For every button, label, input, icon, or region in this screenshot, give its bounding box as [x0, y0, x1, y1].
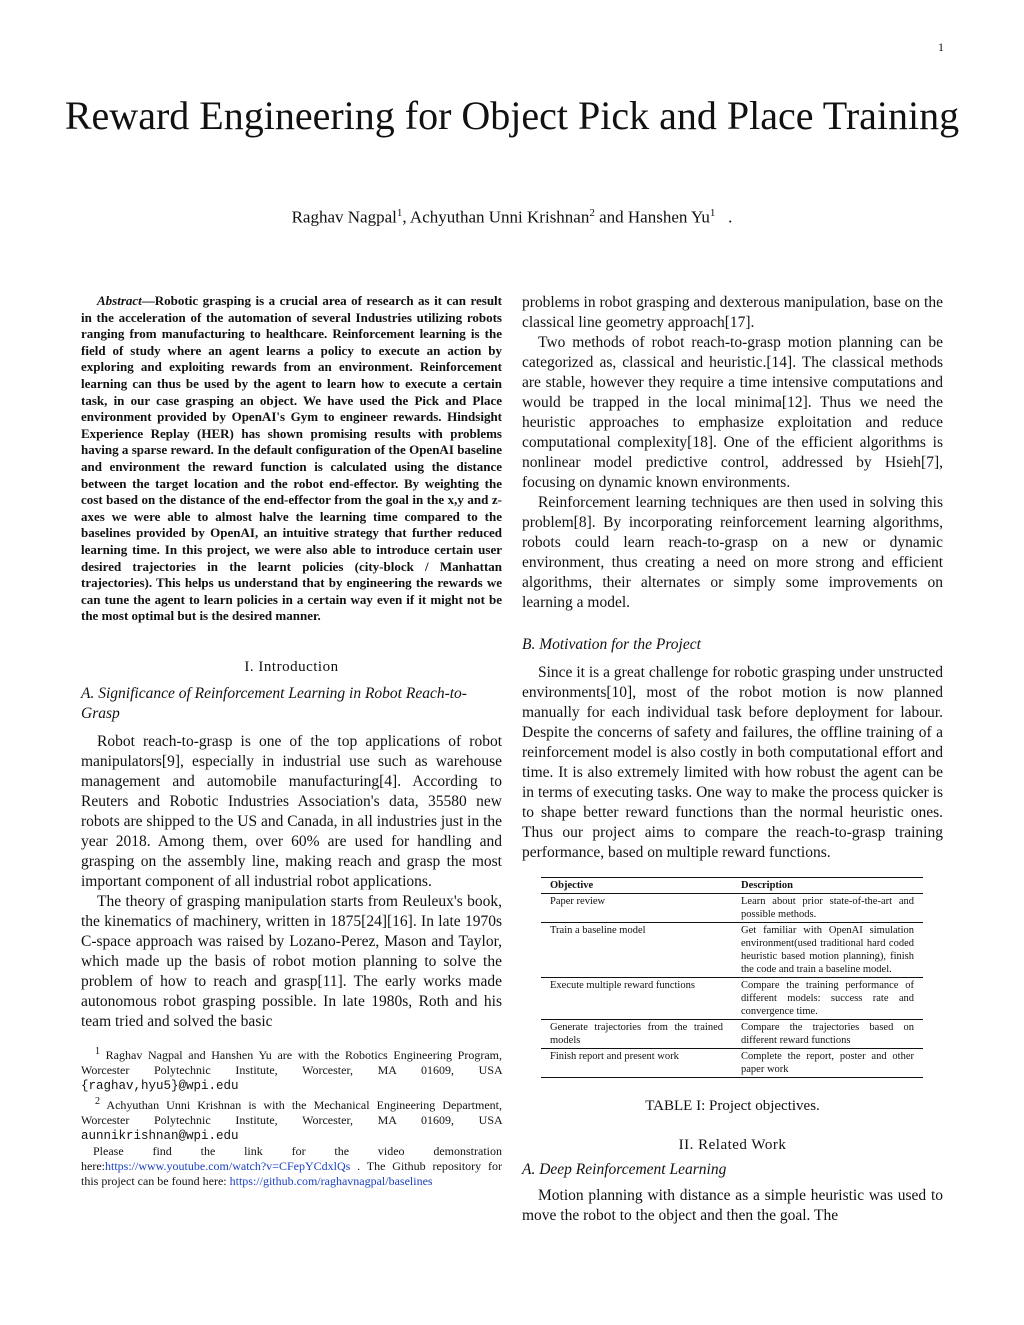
footnote-mark: 1 — [95, 1045, 100, 1057]
table-cell: Finish report and present work — [541, 1049, 732, 1078]
left-column — [81, 293, 502, 1189]
paragraph: Reinforcement learning techniques are then used in solving this problem[8]. By incorporating reinforcement learning algorithms, robots could learn reach-to-grasp on a new or dynamic environment, thus creating a need on more strong and efficient algorithms, their alternates or simply some improvements on learning a model. — [522, 494, 943, 611]
abstract-text: Robotic grasping is a crucial area of research as it can result in the acceleration of the automation of several Industries utilizing robots ranging from manufacturing to healthcare. Reinforcement learning is the field of study where an agent learns a policy to execute an action by exploring and exploiting rewards from an environment. Reinforcement learning can thus be used by the agent to learn how to execute a certain task, in our case grasping an object. We have used the Pick and Place environment provided by OpenAI's Gym to engineer rewards. Hindsight Experience Replay (HER) has shown promising results with problems having a sparse reward. In the default configuration of the OpenAI baseline and environment the reward function is calculated using the distance between the target location and the robot end-effector. By weighting the cost based on the distance of the end-effector from the goal in the x,y and z-axes we were able to almost halve the learning time compared to the baselines provided by OpenAI, an intuitive strategy that further reduced learning time. In this project, we were also able to introduce certain user desired trajectories in the learnt policies (city-block / Manhattan trajectories). This helps us understand that by engineering the rewards we can tune the agent to learn policies in a certain way even if it might not be the most optimal but is the desired manner. — [81, 293, 502, 624]
footnote-text: Raghav Nagpal and Hanshen Yu are with the Robotics Engineering Program, Worcester Polytechnic Institute, Worcester, MA 01609, USA — [81, 1047, 503, 1077]
subsection-heading: A. Deep Reinforcement Learning — [522, 1161, 727, 1178]
paragraph: The theory of grasping manipulation starts from Reuleux's book, the kinematics of machinery, written in 1875[24][16]. In late 1970s C-space approach was raised by Lozano-Perez, Mason and Taylor, which made up the basis of robot motion planning to solve the problem of how to reach and grasp[11]. The early works made autonomous robot grasping possible. In late 1980s, Roth and his team tried and solved the basic — [81, 892, 502, 1030]
table-cell: Compare the trajectories based on different reward functions — [732, 1020, 923, 1049]
email: aunnikrishnan@wpi.edu — [81, 1128, 239, 1143]
footnote-2 — [81, 1094, 502, 1144]
affiliation-mark: 2 — [589, 207, 595, 219]
table-cell: Complete the report, poster and other paper work — [732, 1049, 923, 1078]
table-caption: TABLE I: Project objectives. — [645, 1098, 820, 1114]
table-row — [541, 894, 923, 923]
table-cell: Train a baseline model — [541, 923, 732, 978]
table-cell: Paper review — [541, 894, 732, 923]
footnotes — [81, 1044, 502, 1189]
subsection-heading: A. Significance of Reinforcement Learning in Robot Reach-to-Grasp — [81, 684, 467, 722]
table-cell: Generate trajectories from the trained models — [541, 1020, 732, 1049]
email: {raghav,hyu5}@wpi.edu — [81, 1078, 239, 1093]
footnote-text: Please find the link for the video demonstration here: — [81, 1143, 502, 1173]
paragraph: problems in robot grasping and dexterous manipulation, base on the classical line geometry approach[17]. — [522, 294, 943, 331]
page-number: 1 — [938, 40, 944, 54]
paragraph: Robot reach-to-grasp is one of the top applications of robot manipulators[9], especially in industrial use such as warehouse management and automobile manufacturing[4]. According to Reuters and Robotic Industries Association's data, 35580 new robots are shipped to the US and Canada, in all industries just in the year 2018. Among them, over 60% are used for handling and grasping on the assembly line, making reach and grasp the most important component of all industrial robot applications. — [81, 732, 503, 890]
table-cell: Learn about prior state-of-the-art and possible methods. — [732, 894, 923, 923]
author-name: and Hanshen Yu — [594, 207, 710, 227]
table-cell: Get familiar with OpenAI simulation environment(used traditional hard coded heuristic based motion planning), finish the code and train a baseline model. — [732, 923, 923, 978]
affiliation-mark: 1 — [709, 207, 716, 219]
affiliation-mark: 1 — [396, 207, 403, 219]
abstract — [81, 293, 502, 625]
footnote-text: . The Github repository for this project can be found here: — [81, 1158, 503, 1188]
section-heading-introduction: I. Introduction — [244, 658, 339, 675]
table-cell: Compare the training performance of different models: success rate and convergence time. — [732, 978, 923, 1020]
author-tail: . — [715, 207, 733, 227]
objectives-table — [541, 877, 923, 1078]
table-cell: Execute multiple reward functions — [541, 978, 732, 1020]
section-heading-related-work: II. Related Work — [678, 1137, 787, 1153]
footnote-1 — [81, 1044, 502, 1094]
table-header: Description — [732, 878, 923, 894]
table-row — [541, 1020, 923, 1049]
abstract-dash: — — [141, 293, 155, 308]
author-list — [0, 207, 1024, 228]
right-column — [522, 293, 943, 1226]
paragraph: Two methods of robot reach-to-grasp motion planning can be categorized as, classical and heuristic.[14]. The classical methods are stable, however they require a time intensive computations and would be trapped in the local minima[12]. Thus we need the heuristic approaches to emphasize exploitation and reduce computational complexity[18]. One of the efficient algorithms is nonlinear model predictive control, addressed by Hsieh[7], focusing on dynamic known environments. — [522, 334, 943, 491]
table-header: Objective — [541, 878, 732, 894]
table-row — [541, 1049, 923, 1078]
footnote-mark: 2 — [95, 1095, 100, 1107]
author-name: , Achyuthan Unni Krishnan — [402, 207, 590, 227]
github-link[interactable]: https://github.com/raghavnagpal/baselines — [229, 1173, 433, 1188]
paper-title: Reward Engineering for Object Pick and Place Training — [64, 93, 960, 138]
paragraph: Motion planning with distance as a simple heuristic was used to move the robot to the object and then the goal. The — [522, 1187, 943, 1224]
subsection-heading: B. Motivation for the Project — [522, 636, 701, 653]
author-name: Raghav Nagpal — [291, 207, 397, 227]
table-row — [541, 923, 923, 978]
footnote-text: Achyuthan Unni Krishnan is with the Mechanical Engineering Department, Worcester Polytechnic Institute, Worcester, MA 01609, USA — [81, 1097, 502, 1127]
video-link[interactable]: https://www.youtube.com/watch?v=CFepYCdxlQs — [104, 1158, 351, 1173]
footnote-links — [81, 1144, 502, 1189]
paragraph: Since it is a great challenge for robotic grasping under unstructed environments[10], most of the robot motion is now planned manually for each individual task before deployment for labour. Despite the concerns of safety and failures, the offline training of a reinforcement model is also costly in both computational effort and time. It is also extremely limited with how robust the agent can be in terms of executing tasks. One way to make the process quicker is to shape better reward functions than the normal heuristic ones. Thus our project aims to compare the reach-to-grasp training performance, based on multiple reward functions. — [522, 664, 943, 861]
abstract-label: Abstract — [97, 293, 142, 308]
table-row — [541, 978, 923, 1020]
